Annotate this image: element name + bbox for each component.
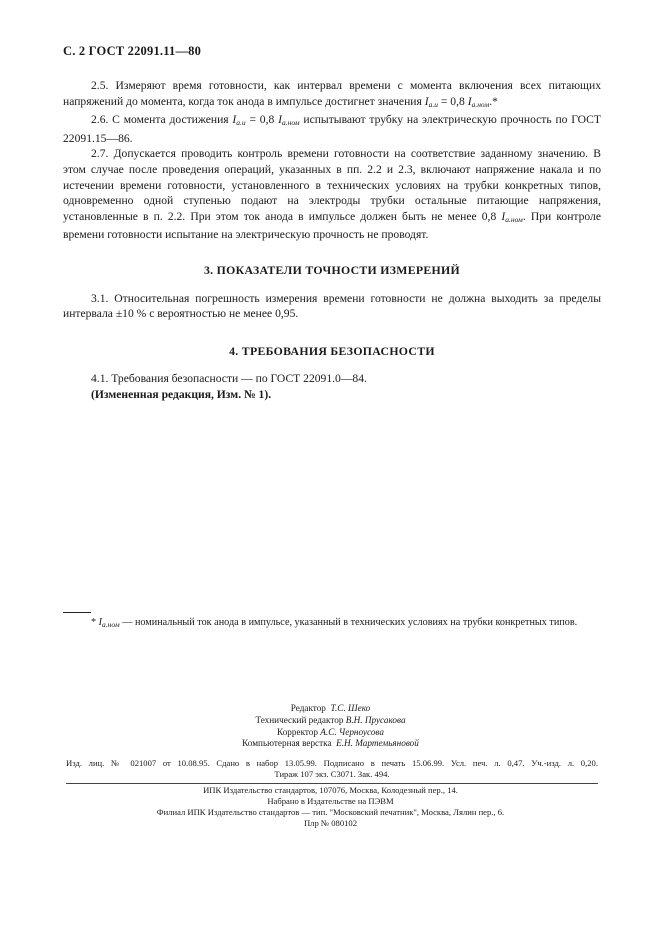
p26-after: испытывают трубку на электрическую прочность по ГОСТ 22091.15—86. [63,113,601,145]
credit-name: А.С. Черноусова [320,726,384,737]
publisher-block [0,785,661,829]
imprint-line-2: Тираж 107 экз. С3071. Зак. 494. [274,769,390,779]
credits-block [0,703,661,750]
paragraph-2-7 [63,146,601,243]
symbol-current: I [467,94,472,108]
p27-after: . При контроле времени готовности испытание на электрическую прочность не проводят. [63,209,601,242]
symbol-current: I [424,94,429,108]
p25-mid: = 0,8 [437,94,468,108]
credit-editor [0,703,661,715]
p26-text: 2.6. С момента достижения [91,113,233,127]
paragraph-4-1: 4.1. Требования безопасности — по ГОСТ 22091.0—84. [91,372,367,386]
p25-after: .* [489,94,498,108]
symbol-current: I [278,113,282,127]
symbol-current: I [98,617,103,628]
symbol-current: I [232,113,237,127]
footnote-divider [63,612,91,613]
subscript: а.ном [102,620,120,629]
revision-note: (Измененная редакция, Изм. № 1). [91,387,272,401]
subscript: а.и [428,99,438,109]
publisher-line-3: Филиал ИПК Издательство стандартов — тип. "Московский печатник", Москва, Лялин пер., 6. [156,807,505,817]
section-4-title: 4. ТРЕБОВАНИЯ БЕЗОПАСНОСТИ [229,343,435,358]
paragraph-2-6 [63,112,601,146]
publisher-line-1: ИПК Издательство стандартов, 107076, Москва, Колодезный пер., 14. [203,785,458,795]
footnote-text: — номинальный ток анода в импульсе, указанный в технических условиях на трубки конкретных типов. [119,617,578,628]
publisher-line-4: Плр № 080102 [303,818,358,828]
footnote-star: * [91,617,99,628]
subscript: а.ном [471,99,490,109]
paragraph-2-5 [63,78,601,112]
subscript: а.и [236,118,246,128]
credit-corrector [0,727,661,739]
imprint-line-1: Изд. лиц. № 021007 от 10.08.95. Сдано в набор 13.05.99. Подписано в печать 15.06.99. Усл. печ. л. 0,47. Уч.-изд. л. 0,20. [66,758,598,768]
credit-tech-editor [0,715,661,727]
document-body [63,78,601,403]
subscript: а.ном [281,118,300,128]
p27-text: 2.7. Допускается проводить контроль времени готовности на соответствие заданному значению. В этом случае после проведения операций, указанных в пп. 2.2 и 2.3, включают напряжение накала и по истечении времени готовности, установленного в технических условиях на трубки конкретных типов, одновременно одной ступенью подают на электроды трубки остальные питающие напряжения, установленные в п. 2.2. При этом ток анода в импульсе должен быть не менее 0,8 [63,147,601,223]
subscript: а.ном [505,214,523,224]
credit-layout [0,738,661,750]
credit-label: Технический редактор [255,714,344,725]
section-3-title: 3. ПОКАЗАТЕЛИ ТОЧНОСТИ ИЗМЕРЕНИЙ [203,262,460,277]
paragraph-3-1: 3.1. Относительная погрешность измерения времени готовности не должна выходить за пределы интервала ±10 % с вероятностью не менее 0,95. [63,291,601,321]
publisher-line-2: Набрано в Издательстве на ПЭВМ [267,796,394,806]
p26-mid: = 0,8 [245,113,279,127]
credit-label: Компьютерная верстка [242,738,332,749]
p25-text: 2.5. Измеряют время готовности, как интервал времени с момента включения всех питающих напряжений до момента, когда ток анода в импульсе достигнет значения [63,79,601,108]
imprint-block [66,758,598,784]
symbol-current: I [501,209,506,223]
credit-name: Е.Н. Мартемьяновой [336,738,419,749]
credit-name: В.Н. Прусакова [345,714,406,725]
credit-label: Редактор [290,703,326,713]
credit-name: Т.С. Шеко [330,703,371,713]
credit-label: Корректор [277,726,318,737]
footnote [63,616,601,632]
page-header: С. 2 ГОСТ 22091.11—80 [63,44,202,58]
